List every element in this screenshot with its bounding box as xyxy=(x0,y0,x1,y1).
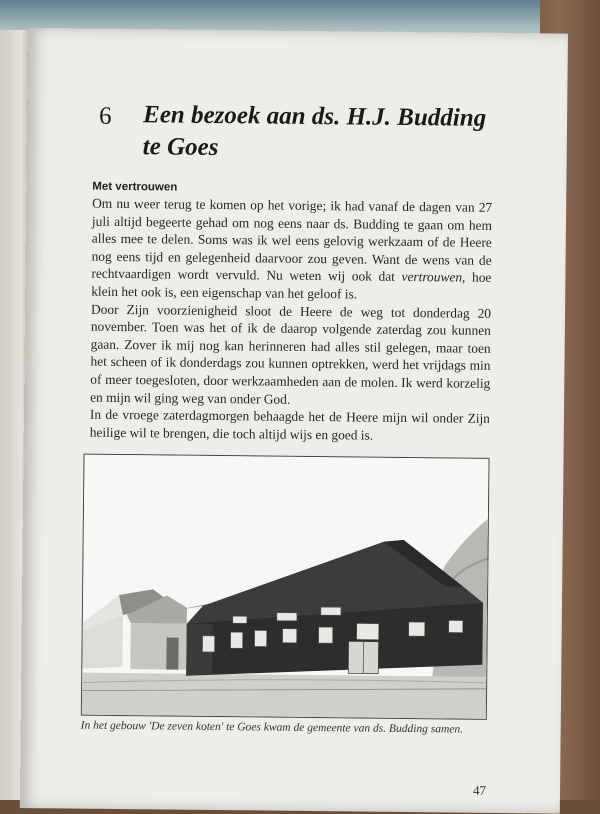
paragraph-1-italic: vertrouwen xyxy=(401,269,462,285)
chapter-title-line-1: Een bezoek aan ds. H.J. Budding xyxy=(143,99,523,135)
paragraph-3: In de vroege zaterdagmorgen behaagde het de Heere mijn wil onder Zijn heilige wil te brengen, die toch altijd wijs en goed is. xyxy=(90,406,490,445)
building-illustration xyxy=(81,454,490,720)
section-heading: Met vertrouwen xyxy=(92,181,177,194)
chapter-title-line-2: te Goes xyxy=(143,131,523,167)
paragraph-2: Door Zijn voorzienigheid sloot de Heere de weg tot donderdag 20 november. Toen was het of ik de daarop volgende zaterdag zou kunnen gaan. Zover ik mij nog kan herinneren had alles stil gelegen, maar toen het scheen of ik donderdags zou kunnen optrekken, werd het vrijdags min of meer toegesloten, door werkzaamheden aan de molen. Ik werd korzelig en mijn wil ging weg van onder God. xyxy=(90,300,491,410)
body-text xyxy=(90,195,493,445)
chapter-number: 6 xyxy=(99,103,112,131)
page-number: 47 xyxy=(473,783,486,799)
paragraph-1 xyxy=(91,195,492,305)
paragraph-1-text-a: Om nu weer terug te komen op het vorige; ik had vanaf de dagen van 27 juli altijd begeerte gehad om nog eens naar ds. Budding te gaan om hem alles mee te delen. Soms was ik wel eens gelovig werkzaam of de Heere nog eens tijd en gelegenheid daarvoor zou geven. Want de wens van de rechtvaardigen wordt vervuld. Nu weten wij ook dat xyxy=(91,196,492,285)
chapter-title xyxy=(143,99,524,167)
figure-caption: In het gebouw 'De zeven koten' te Goes kwam de gemeente van ds. Budding samen. xyxy=(81,719,485,737)
barn-drawing xyxy=(82,455,489,719)
book-page xyxy=(20,28,568,814)
paragraph-1-text-b: , hoe klein het ook is, een eigenschap van het geloof is. xyxy=(91,270,491,301)
